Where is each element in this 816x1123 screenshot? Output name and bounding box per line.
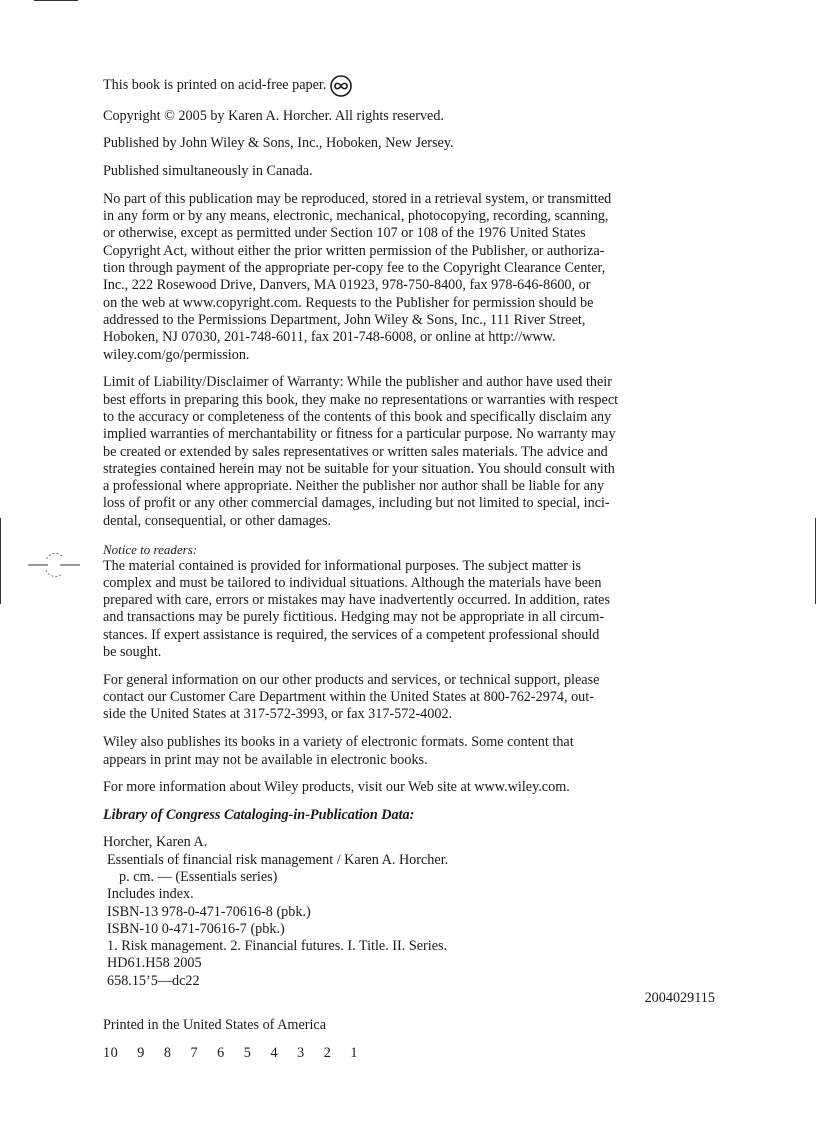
reproduction-line: in any form or by any means, electronic, mechanical, photocopying, recording, scanning,	[103, 208, 609, 225]
reproduction-line: addressed to the Permissions Department, John Wiley & Sons, Inc., 111 River Street,	[103, 311, 586, 328]
publisher-line: Published by John Wiley & Sons, Inc., Hoboken, New Jersey.	[103, 135, 454, 152]
liability-line: dental, consequential, or other damages.	[103, 512, 332, 529]
reproduction-line: Inc., 222 Rosewood Drive, Danvers, MA 01923, 978-750-8400, fax 978-646-8600, or	[103, 277, 591, 294]
notice-to-readers	[103, 558, 715, 662]
more-info-line: For more information about Wiley products, visit our Web site at www.wiley.com.	[103, 779, 570, 796]
printed-in-line: Printed in the United States of America	[103, 1017, 327, 1034]
acid-free-text: This book is printed on acid-free paper.	[103, 77, 327, 94]
general-information	[103, 672, 715, 724]
copyright-text	[103, 75, 715, 1062]
reproduction-line: or otherwise, except as permitted under Section 107 or 108 of the 1976 United States	[103, 225, 586, 242]
crop-mark-left-upper	[0, 518, 1, 604]
general-info-line: For general information on our other products and services, or technical support, please	[103, 671, 600, 688]
notice-line: stances. If expert assistance is required, the services of a competent professional should	[103, 626, 600, 643]
electronic-line: appears in print may not be available in electronic books.	[103, 751, 428, 768]
notice-line: complex and must be tailored to individual situations. Although the materials have been	[103, 574, 602, 591]
reproduction-line: Hoboken, NJ 07030, 201-748-6011, fax 201-748-6008, or online at http://www.	[103, 329, 556, 346]
registration-mark-icon	[26, 548, 82, 582]
notice-line: be sought.	[103, 644, 162, 661]
cip-block	[103, 834, 715, 990]
cip-index: Includes index.	[107, 886, 194, 903]
copyright-line: Copyright © 2005 by Karen A. Horcher. All rights reserved.	[103, 107, 444, 124]
electronic-formats	[103, 734, 715, 769]
cip-isbn13: ISBN-13 978-0-471-70616-8 (pbk.)	[107, 903, 311, 920]
cip-title: Essentials of financial risk management / Karen A. Horcher.	[107, 851, 449, 868]
crop-mark-top-left	[34, 0, 78, 1]
infinity-symbol-icon	[330, 75, 352, 97]
notice-line: and transactions may be purely fictitious. Hedging may not be appropriate in all circum-	[103, 609, 605, 626]
reproduction-line: Copyright Act, without either the prior written permission of the Publisher, or authoriza-	[103, 242, 605, 259]
liability-line: a professional where appropriate. Neither the publisher nor author shall be liable for any	[103, 478, 605, 495]
notice-line: prepared with care, errors or mistakes may have inadvertently occurred. In addition, rates	[103, 592, 610, 609]
notice-line: The material contained is provided for informational purposes. The subject matter is	[103, 557, 582, 574]
reproduction-line: wiley.com/go/permission.	[103, 346, 250, 363]
cip-lccn: 2004029115	[644, 990, 715, 1007]
liability-line: strategies contained herein may not be suitable for your situation. You should consult with	[103, 460, 615, 477]
general-info-line: side the United States at 317-572-3993, or fax 317-572-4002.	[103, 706, 453, 723]
reproduction-line: on the web at www.copyright.com. Requests to the Publisher for permission should be	[103, 294, 594, 311]
canada-line: Published simultaneously in Canada.	[103, 163, 313, 180]
liability-line: be created or extended by sales representatives or written sales materials. The advice and	[103, 443, 608, 460]
liability-line: best efforts in preparing this book, they make no representations or warranties with respect	[103, 391, 619, 408]
acid-free-line	[103, 75, 715, 97]
liability-disclaimer	[103, 374, 715, 530]
cip-heading: Library of Congress Cataloging-in-Publication Data:	[103, 807, 415, 824]
cip-author: Horcher, Karen A.	[103, 834, 208, 851]
cip-dewey: 658.15’5—dc22	[107, 972, 200, 989]
reproduction-line: No part of this publication may be reproduced, stored in a retrieval system, or transmitted	[103, 190, 612, 207]
general-info-line: contact our Customer Care Department within the United States at 800-762-2974, out-	[103, 689, 594, 706]
print-run-numbers: 10 9 8 7 6 5 4 3 2 1	[103, 1045, 358, 1062]
notice-label: Notice to readers:	[103, 541, 198, 557]
electronic-line: Wiley also publishes its books in a variety of electronic formats. Some content that	[103, 734, 574, 751]
reproduction-line: tion through payment of the appropriate per-copy fee to the Copyright Clearance Center,	[103, 260, 606, 277]
liability-line: implied warranties of merchantability or fitness for a particular purpose. No warranty may	[103, 426, 616, 443]
liability-line: to the accuracy or completeness of the contents of this book and specifically disclaim any	[103, 408, 612, 425]
reproduction-notice	[103, 191, 715, 364]
cip-subjects: 1. Risk management. 2. Financial futures. I. Title. II. Series.	[107, 938, 448, 955]
cip-lc-class: HD61.H58 2005	[107, 955, 202, 972]
liability-line: loss of profit or any other commercial damages, including but not limited to special, inci-	[103, 495, 610, 512]
cip-isbn10: ISBN-10 0-471-70616-7 (pbk.)	[107, 920, 285, 937]
cip-pages: p. cm. — (Essentials series)	[119, 868, 278, 885]
liability-line: Limit of Liability/Disclaimer of Warranty: While the publisher and author have used their	[103, 374, 612, 391]
